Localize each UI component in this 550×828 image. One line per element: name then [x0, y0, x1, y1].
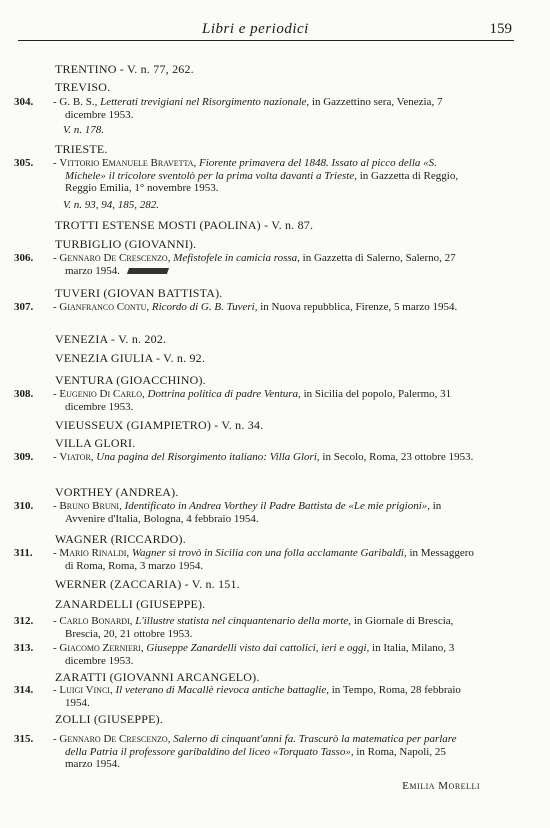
entry-title: Giuseppe Zanardelli visto dai cattolici, ieri e oggi,: [146, 642, 370, 654]
entry-title: Ricordo di G. B. Tuveri,: [151, 301, 258, 313]
entry-publication: in Giornale di Brescia, Brescia, 20, 21 ottobre 1953.: [65, 615, 454, 640]
section-heading: WERNER (ZACCARIA) - V. n. 151.: [55, 577, 240, 591]
bibliography-entry: [14, 252, 474, 277]
bibliography-entry: [14, 388, 474, 413]
entry-author: Bruno Bruni,: [59, 500, 122, 512]
entry-dash: -: [53, 388, 60, 400]
section-heading: VORTHEY (ANDREA).: [55, 485, 179, 499]
section-heading: TRIESTE.: [55, 142, 108, 156]
entry-publication: in Sicilia del popolo, Palermo, 31 dicembre 1953.: [65, 388, 452, 413]
section-heading: VENTURA (GIOACCHINO).: [55, 373, 206, 387]
entry-author: Luigi Vinci,: [59, 684, 113, 696]
entry-dash: -: [53, 157, 60, 169]
entry-number: 304.: [14, 96, 34, 108]
bibliography-entry: [14, 451, 474, 464]
section-heading: VIEUSSEUX (GIAMPIETRO) - V. n. 34.: [55, 418, 264, 432]
entry-dash: -: [53, 615, 60, 627]
entry-title: Wagner si trovò in Sicilia con una folla acclamante Garibaldi,: [131, 547, 407, 559]
entry-publication: in Italia, Milano, 3 dicembre 1953.: [65, 642, 455, 667]
cross-reference: V. n. 178.: [63, 124, 105, 136]
bibliography-entry: [14, 684, 474, 709]
entry-author: Giacomo Zernieri,: [59, 642, 144, 654]
entry-number: 313.: [14, 642, 34, 654]
entry-number: 312.: [14, 615, 34, 627]
entry-publication: in Tempo, Roma, 28 febbraio 1954.: [65, 684, 461, 709]
entry-publication: in Roma, Napoli, 25 marzo 1954.: [65, 745, 446, 771]
ink-smudge: [127, 268, 169, 274]
entry-number: 306.: [14, 252, 34, 264]
bibliography-entry: [14, 96, 474, 121]
entry-author: Gennaro De Crescenzo,: [59, 733, 171, 745]
section-heading: ZARATTI (GIOVANNI ARCANGELO).: [55, 670, 260, 684]
entry-number: 315.: [14, 733, 34, 745]
entry-dash: -: [53, 301, 60, 313]
section-heading: TURBIGLIO (GIOVANNI).: [55, 237, 197, 251]
entry-author: Gennaro De Crescenzo,: [59, 252, 171, 264]
entry-dash: -: [53, 96, 60, 108]
entry-title: Identificato in Andrea Vorthey il Padre Battista de «Le mie prigioni»,: [124, 500, 430, 512]
bibliography-entry: [14, 301, 474, 314]
entry-number: 310.: [14, 500, 34, 512]
running-title: Libri e periodici: [202, 21, 309, 37]
entry-dash: -: [53, 684, 60, 696]
entry-title: Salerno di cinquant'anni fa. Trascurò la matematica per parlare della Patria il professore garibaldino del liceo «Torquato Tasso»,: [65, 733, 457, 758]
section-heading: VENEZIA - V. n. 202.: [55, 332, 167, 346]
entry-publication: in Nuova repubblica, Firenze, 5 marzo 1954.: [260, 301, 458, 313]
section-heading: ZOLLI (GIUSEPPE).: [55, 712, 164, 726]
bibliography-entry: [14, 157, 474, 195]
section-heading: TUVERI (GIOVAN BATTISTA).: [55, 286, 223, 300]
entry-number: 311.: [14, 547, 33, 559]
entry-title: Fiorente primavera del 1848. Issato al picco della «S. Michele» il tricolore sventolò per la prima volta davanti a Trieste,: [65, 157, 437, 182]
entry-publication: in Secolo, Roma, 23 ottobre 1953.: [322, 451, 474, 463]
entry-number: 309.: [14, 451, 34, 463]
entry-author: Vittorio Emanuele Bravetta,: [59, 157, 197, 169]
entry-title: Una pagina del Risorgimento italiano: Villa Glori,: [96, 451, 320, 463]
entry-number: 308.: [14, 388, 34, 400]
entry-dash: -: [53, 500, 60, 512]
section-heading: TROTTI ESTENSE MOSTI (PAOLINA) - V. n. 87.: [55, 218, 314, 232]
entry-author: Gianfranco Contu,: [59, 301, 150, 313]
entry-author: Mario Rinaldi,: [59, 547, 130, 559]
entry-dash: -: [53, 547, 60, 559]
bibliography-entry: [14, 500, 474, 525]
section-heading: TRENTINO - V. n. 77, 262.: [55, 62, 194, 76]
section-heading: TREVISO.: [55, 80, 111, 94]
page-number: 159: [489, 21, 512, 37]
bibliography-entry: [14, 547, 474, 572]
entry-publication: in Avvenire d'Italia, Bologna, 4 febbraio 1954.: [65, 500, 442, 525]
entry-title: Il veterano di Macallè rievoca antiche battaglie,: [115, 684, 329, 696]
entry-title: Mefistofele in camicia rossa,: [173, 252, 300, 264]
entry-author: Viator,: [59, 451, 94, 463]
entry-number: 305.: [14, 157, 34, 169]
entry-dash: -: [53, 252, 60, 264]
entry-publication: in Gazzettino sera, Venezia, 7 dicembre 1953.: [65, 96, 443, 121]
cross-reference: V. n. 93, 94, 185, 282.: [63, 199, 160, 211]
bibliography-entry: [14, 615, 474, 640]
entry-dash: -: [53, 451, 60, 463]
bibliography-entry: [14, 642, 474, 667]
entry-author: Eugenio Di Carlo,: [59, 388, 145, 400]
entry-number: 314.: [14, 684, 34, 696]
entry-author: Carlo Bonardi,: [59, 615, 133, 627]
entry-dash: -: [53, 642, 60, 654]
section-heading: VENEZIA GIULIA - V. n. 92.: [55, 351, 206, 365]
section-heading: ZANARDELLI (GIUSEPPE).: [55, 597, 206, 611]
entry-publication: in Gazzetta di Salerno, Salerno, 27 marzo 1954.: [65, 252, 456, 277]
entry-number: 307.: [14, 301, 34, 313]
entry-publication: in Messaggero di Roma, Roma, 3 marzo 1954.: [65, 547, 474, 572]
entry-dash: -: [53, 733, 60, 745]
entry-publication: in Gazzetta di Reggio, Reggio Emilia, 1° novembre 1953.: [65, 169, 459, 195]
section-heading: VILLA GLORI.: [55, 436, 136, 450]
entry-author: G. B. S.,: [59, 96, 98, 108]
entry-title: Letterati trevigiani nel Risorgimento nazionale,: [100, 96, 310, 108]
page-header: [18, 18, 514, 41]
entry-title: Dottrina politica di padre Ventura,: [147, 388, 301, 400]
section-heading: WAGNER (RICCARDO).: [55, 532, 186, 546]
bibliography-entry: [14, 733, 474, 771]
entry-title: L'illustre statista nel cinquantenario della morte,: [135, 615, 352, 627]
author-signature: Emilia Morelli: [402, 780, 480, 792]
